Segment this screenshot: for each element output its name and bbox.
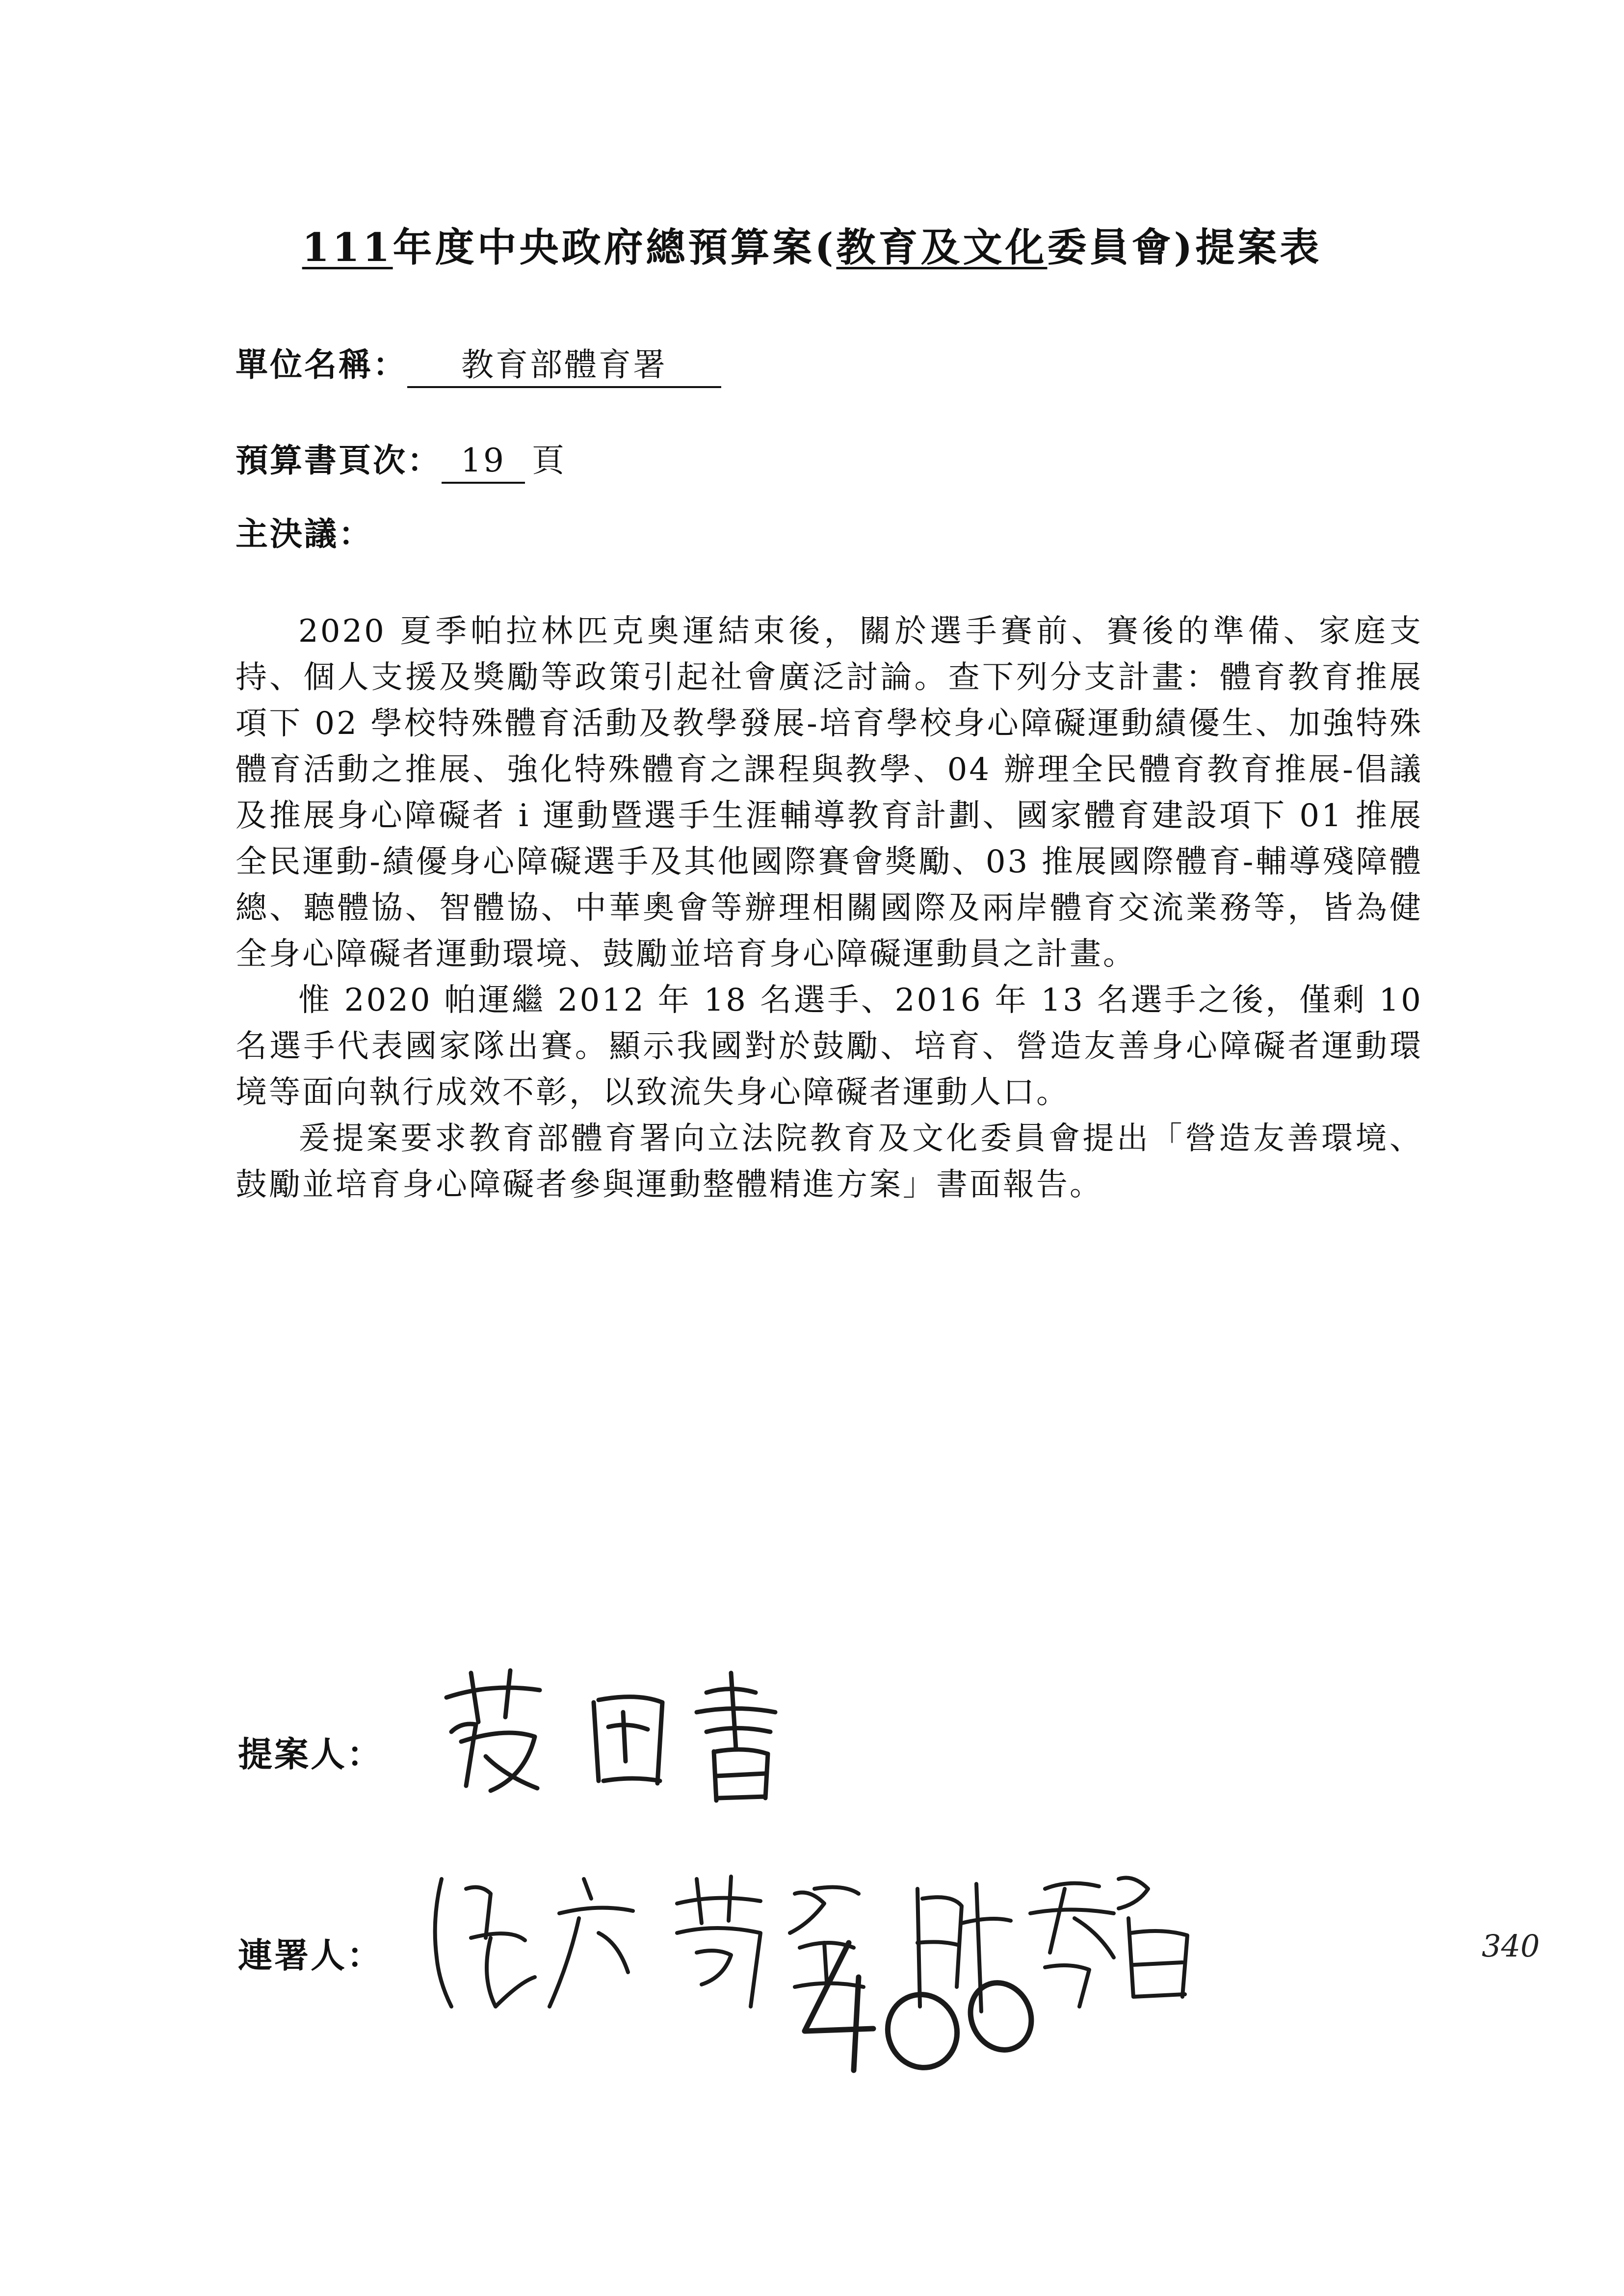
budget-page-value: 19 xyxy=(442,443,525,484)
handwritten-number xyxy=(790,1933,1045,2080)
title-part1: 年度中央政府總預算案( xyxy=(393,224,837,270)
title-year: 111 xyxy=(302,224,393,270)
title-committee: 教育及文化 xyxy=(836,224,1048,270)
unit-name-value: 教育部體育署 xyxy=(407,347,721,388)
budget-page-field xyxy=(236,434,566,484)
budget-page-label: 預算書頁次： xyxy=(236,442,442,479)
unit-name-label: 單位名稱： xyxy=(236,346,407,384)
page-title xyxy=(0,216,1624,272)
proposer-signature xyxy=(432,1663,805,1810)
page-number: 340 xyxy=(1482,1928,1540,1964)
budget-page-unit: 頁 xyxy=(532,442,566,479)
title-part2: 委員會)提案表 xyxy=(1047,224,1322,270)
cosigner-label: 連署人： xyxy=(238,1935,383,1976)
body-paragraph: 2020 夏季帕拉林匹克奧運結束後，關於選手賽前、賽後的準備、家庭支持、個人支援及獎勵等政策引起社會廣泛討論。查下列分支計畫：體育教育推展項下 02 學校特殊體育活動及教學發展-培育學校身心障礙運動績優生、加強特殊體育活動之推展、強化特殊體育之課程與教學、04 辦理全民體育教育推展-倡議及推展身心障礙者 i 運動暨選手生涯輔導教育計劃、國家體育建設項下 01 推展全民運動-績優身心障礙選手及其他國際賽會獎勵、03 推展國際體育-輔導殘障體總、聽體協、智體協、中華奧會等辦理相關國際及兩岸體育交流業務等，皆為健全身心障礙者運動環境、鼓勵並培育身心障礙運動員之計畫。 xyxy=(236,613,1423,972)
resolution-body xyxy=(236,608,1423,1208)
unit-name-field xyxy=(236,339,721,388)
main-resolution-label: 主決議： xyxy=(236,515,373,553)
body-paragraph: 惟 2020 帕運繼 2012 年 18 名選手、2016 年 13 名選手之後，僅剩 10 名選手代表國家隊出賽。顯示我國對於鼓勵、培育、營造友善身心障礙者運動環境等面向執行成效不彰，以致流失身心障礙者運動人口。 xyxy=(236,982,1423,1111)
proposer-label: 提案人： xyxy=(238,1734,383,1774)
body-paragraph: 爰提案要求教育部體育署向立法院教育及文化委員會提出「營造友善環境、鼓勵並培育身心障礙者參與運動整體精進方案」書面報告。 xyxy=(236,1121,1423,1203)
